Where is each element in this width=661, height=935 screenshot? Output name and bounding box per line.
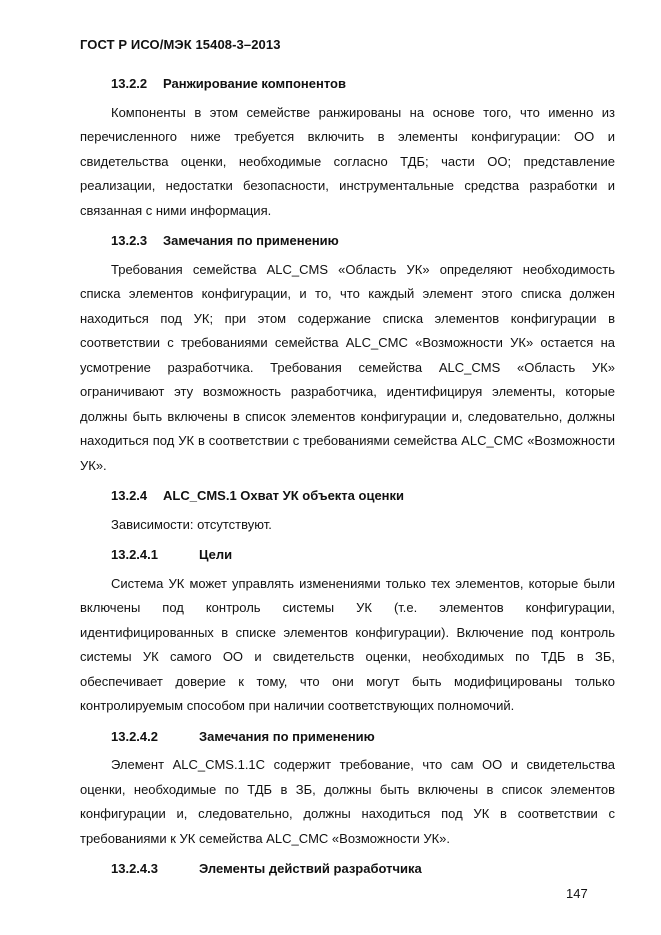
document-header: ГОСТ Р ИСО/МЭК 15408-3–2013 xyxy=(80,37,281,52)
section-title: Элементы действий разработчика xyxy=(199,861,422,876)
section-paragraph: Требования семейства ALC_CMS «Область УК» определяют необходимость списка элементов конфигурации, и то, что каждый элемент этого списка должен находиться под УК; при этом содержание списка элементов конфигурации в соответствии с требованиями семейства ALC_CMC «Возможности УК» остается на усмотрение разработчика. Требования семейства ALC_CMS «Область УК» ограничивают эту возможность разработчика, идентифицируя элементы, которые должны быть включены в список элементов конфигурации и, следовательно, должны находиться под УК в соответствии с требованиями семейства ALC_CMC «Возможности УК». xyxy=(80,261,615,473)
section-paragraph: Система УК может управлять изменениями только тех элементов, которые были включены под контроль системы УК (т.е. элементов конфигурации, идентифицированных в списке элементов конфигурации). Включение под контроль системы УК самого ОО и свидетельств оценки, необходимых по ТДБ в ЗБ, обеспечивает доверие к тому, что они могут быть модифицированы только контролируемым способом при наличии соответствующих полномочий. xyxy=(80,575,615,713)
section-paragraph: Зависимости: отсутствуют. xyxy=(111,516,272,532)
section-title: Цели xyxy=(199,547,233,562)
section-number: 13.2.4.3 xyxy=(111,861,158,876)
section-heading xyxy=(111,484,615,509)
section-title: Ранжирование компонентов xyxy=(163,76,346,91)
section-number: 13.2.2 xyxy=(111,76,148,91)
section-number: 13.2.4.1 xyxy=(111,547,158,562)
section-heading xyxy=(111,72,615,97)
section-number: 13.2.3 xyxy=(111,233,148,248)
section-number: 13.2.4.2 xyxy=(111,728,158,744)
page-number: 147 xyxy=(566,886,588,901)
section-heading xyxy=(111,857,615,882)
section-number: 13.2.4 xyxy=(111,488,148,503)
document-body xyxy=(80,72,615,886)
section-title: Замечания по применению xyxy=(199,728,375,744)
section-heading xyxy=(111,725,615,750)
section-title: ALC_CMS.1 Охват УК объекта оценки xyxy=(163,488,405,503)
section-title: Замечания по применению xyxy=(163,233,339,248)
section-paragraph: Элемент ALC_CMS.1.1С содержит требование, что сам ОО и свидетельства оценки, необходимые по ТДБ в ЗБ, должны быть включены в список элементов конфигурации и, следовательно, должны находиться под УК в соответствии с требованиями к УК семейства ALC_CMC «Возможности УК». xyxy=(80,757,615,846)
section-heading xyxy=(111,229,615,254)
section-heading xyxy=(111,543,615,568)
section-paragraph: Компоненты в этом семействе ранжированы на основе того, что именно из перечисленного ниже требуется включить в элементы конфигурации: ОО и свидетельства оценки, необходимые согласно ТДБ; части ОО; представление реализации, недостатки безопасности, инструментальные средства разработки и связанная с ними информация. xyxy=(80,104,615,218)
